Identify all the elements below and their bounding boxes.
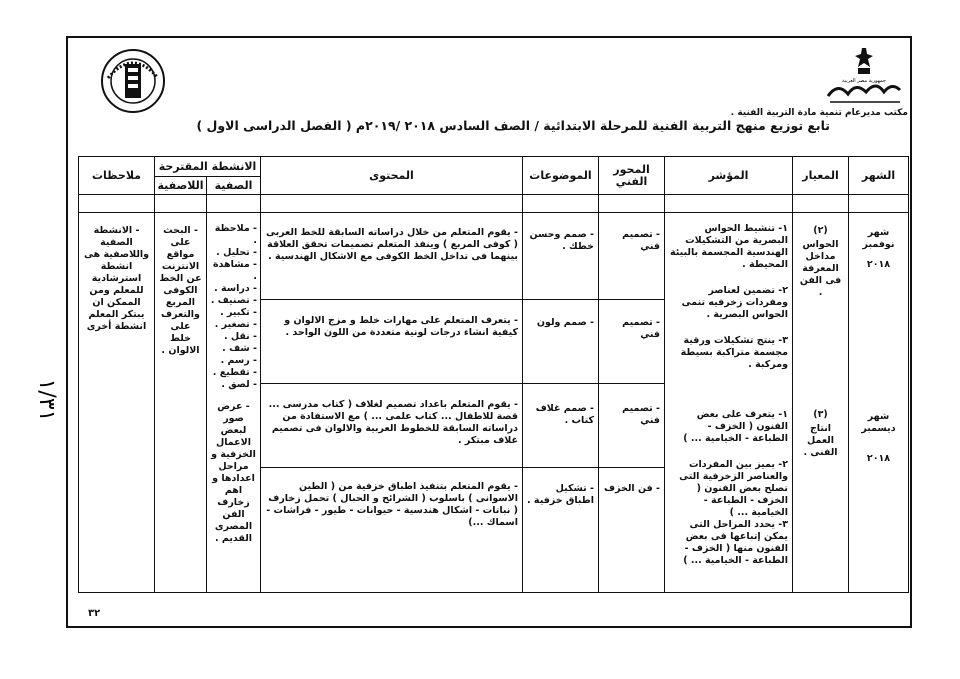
month-year: ٢٠١٨ bbox=[866, 453, 891, 464]
month-name: شهر ديسمبر bbox=[861, 411, 896, 434]
office-seal-logo bbox=[100, 48, 166, 114]
month-name: شهر نوفمبر bbox=[862, 227, 895, 250]
content-cell bbox=[261, 213, 523, 593]
standard-number: (٢) bbox=[813, 225, 828, 236]
topic-item: - تشكيل اطباق خزفية . bbox=[527, 483, 594, 506]
content-item: - يقوم المتعلم بتنفيذ اطباق خزفية من ( الطين الاسوانى ) باسلوب ( الشرائح و الحبال ) تحمل زخارف ( نباتات - اشكال هندسية - حيوانات - طيور - فراشات - اسماك ...) bbox=[266, 481, 518, 528]
classroom-activity-item: - شف . bbox=[222, 343, 257, 354]
standard-text: انتاج العمل الفنى . bbox=[803, 423, 838, 458]
header-topics: الموضوعات bbox=[523, 157, 599, 195]
header-month: الشهر bbox=[849, 157, 909, 195]
axis-item: - تصميم فني bbox=[622, 317, 660, 340]
axis-item: - فن الخزف bbox=[604, 483, 660, 494]
indicator-cell bbox=[665, 213, 793, 593]
axis-cell bbox=[599, 213, 665, 593]
header-indicator: المؤشر bbox=[665, 157, 793, 195]
header-content: المحتوى bbox=[261, 157, 523, 195]
classroom-activity-item: - نقل . bbox=[223, 331, 257, 342]
page-number: ٣٢ bbox=[88, 608, 101, 619]
extracurricular-text: - البحث على مواقع الانترنت عن الخط الكوفى المربع والتعرف على خلط الالوان . bbox=[159, 225, 202, 356]
indicator-item: ٣- يحدد المراحل التى يمكن إتباعها فى بعض الفنون منها ( الخزف - الطباعة - الخيامية ... ) bbox=[683, 519, 788, 566]
content-item: - يقوم المتعلم من خلال دراساته السابقة للخط العربى ( كوفى المربع ) وينفذ المتعلم تصميمات تحقق العلاقة بينهما فى تداخل الخط الكوفى مع الاشكال الهندسية . bbox=[265, 227, 518, 262]
notes-cell bbox=[79, 213, 155, 593]
classroom-activity-item: - تقطيع . bbox=[212, 367, 257, 378]
office-line: مكتب مديرعام تنمية مادة التربية الفنية . bbox=[730, 108, 908, 118]
header-notes: ملاحظات bbox=[79, 157, 155, 195]
classroom-activity-item: - تصغير . bbox=[214, 319, 257, 330]
standard-cell bbox=[793, 213, 849, 593]
classroom-activities-cell bbox=[207, 213, 261, 593]
classroom-activity-item: - لصق . bbox=[221, 379, 257, 390]
content-item: - يقوم المتعلم باعداد تصميم لغلاف ( كتاب مدرسى ... قصة للاطفال ... كتاب علمى ... ) مع الاستفادة من دراساته السابقة للخطوط العربية والالوان فى تصميم غلاف مبتكر . bbox=[268, 399, 518, 446]
classroom-activity-item: - مشاهدة . bbox=[212, 259, 257, 282]
indicator-item: ٢- تضمين لعناصر ومفردات زخرفيه تنمى الحواس البصرية . bbox=[681, 285, 788, 320]
extracurricular-cell bbox=[155, 213, 207, 593]
classroom-activity-item: - رسم . bbox=[220, 355, 257, 366]
header-activities: الانشطة المقترحة bbox=[155, 157, 261, 177]
classroom-activity-item: - دراسة . bbox=[214, 283, 257, 294]
axis-item: - تصميم فني bbox=[622, 229, 660, 252]
header-axis: المحور الفني bbox=[599, 157, 665, 195]
classroom-activity-item: - تصنيف . bbox=[210, 295, 257, 306]
classroom-activity-item: - ملاحظة . bbox=[214, 223, 257, 246]
indicator-item: ٢- يميز بين المفردات والعناصر الزخرفية التى تصلح بعض الفنون ( الخزف - الطباعة - الخيامية ... ) bbox=[679, 459, 788, 518]
handwritten-note bbox=[20, 340, 60, 460]
svg-text:جمهورية مصر العربية: جمهورية مصر العربية bbox=[842, 78, 886, 84]
topic-item: - صمم وحسن خطك . bbox=[529, 229, 594, 252]
svg-text:١/٣١: ١/٣١ bbox=[34, 378, 59, 422]
indicator-item: ١- تنشيط الحواس البصرية من التشكيلات الهندسية المجسمة بالبيئة المحيطة . bbox=[670, 223, 788, 270]
header-extracurricular: اللاصفية bbox=[155, 177, 207, 195]
indicator-item: ٣- ينتج تشكيلات ورقية مجسمة متراكبة بسيطة ومركبة . bbox=[680, 335, 788, 370]
classroom-activity-item: - تكبير . bbox=[220, 307, 257, 318]
classroom-activities-list bbox=[207, 213, 260, 602]
topic-item: - صمم غلاف كتاب . bbox=[535, 403, 594, 426]
month-year: ٢٠١٨ bbox=[866, 259, 891, 270]
topics-cell bbox=[523, 213, 599, 593]
page-title: تابع توزيع منهج التربية الفنية للمرحلة الابتدائية / الصف السادس ٢٠١٨ /٢٠١٩م ( الفصل الدراسى الاول ) bbox=[196, 118, 830, 133]
topic-item: - صمم ولون bbox=[536, 317, 594, 328]
classroom-activity-item: - عرض صور لبعض الاعمال الخزفية و مراحل اعدادها و اهم زخارف الفن المصرى القديم . bbox=[211, 401, 256, 544]
indicator-item: ١- يتعرف على بعض الفنون ( الخزف - الطباعة - الخيامية ... ) bbox=[683, 409, 788, 444]
header-standard: المعيار bbox=[793, 157, 849, 195]
standard-number: (٣) bbox=[813, 409, 828, 420]
month-cell bbox=[849, 213, 909, 593]
content-item: - يتعرف المتعلم على مهارات خلط و مزج الالوان و كيفية انشاء درجات لونية متعددة من اللون الواحد . bbox=[284, 315, 518, 338]
curriculum-table bbox=[78, 156, 909, 593]
standard-text: الحواس مداخل المعرفة فى الفن . bbox=[799, 239, 842, 298]
ministry-logo bbox=[822, 44, 906, 106]
header-classroom: الصفية bbox=[207, 177, 261, 195]
classroom-activity-item: - تحليل . bbox=[216, 247, 257, 258]
axis-item: - تصميم فني bbox=[622, 403, 660, 426]
notes-text: - الانشطة الصفية واللاصفية هى انشطة استرشادية للمعلم ومن الممكن ان يبتكر المعلم انشطة أخرى bbox=[83, 225, 150, 332]
